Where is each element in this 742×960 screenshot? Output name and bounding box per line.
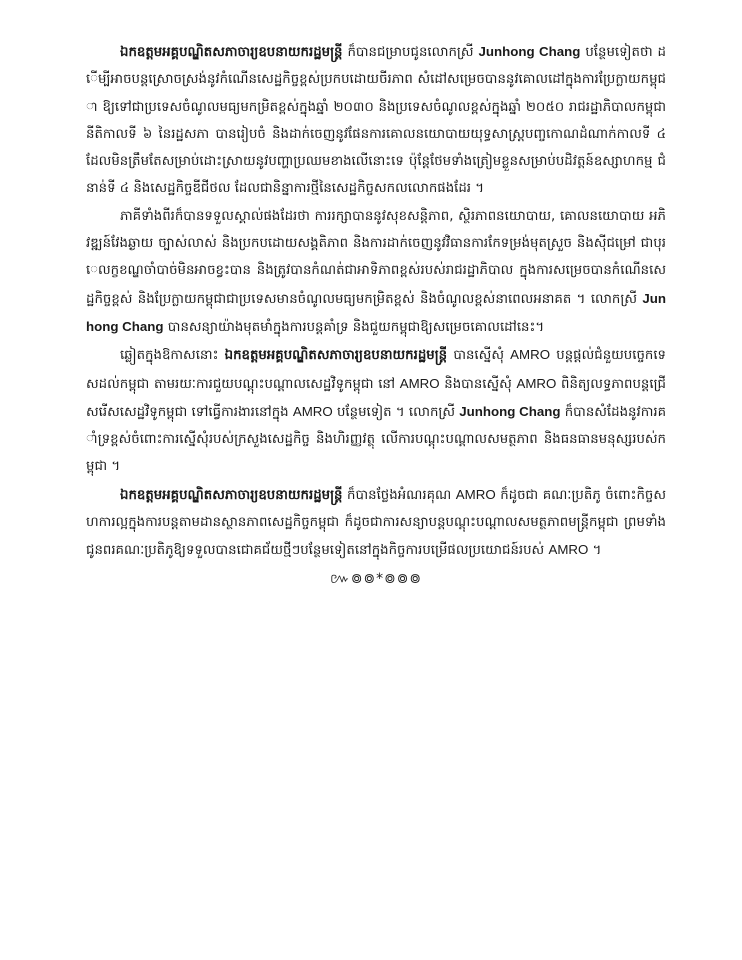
text-run: បន្ថែមទៀតថា ដើម្បីអាចបន្តស្រោចស្រង់នូវកំណើនសេដ្ឋកិច្ចខ្ពស់ប្រកបដោយចីរភាព សំដៅសម្រេចបាននូវគោលដៅក្នុងការប្រែក្លាយកម្ពុជា ឱ្យទៅជាប្រទេសចំណូលមធ្យមកម្រិតខ្ពស់ក្នុងឆ្នាំ ២០៣០ និងប្រទេសចំណូលខ្ពស់ក្នុងឆ្នាំ ២០៥០ រាជរដ្ឋាភិបាលកម្ពុជា នីតិកាលទី ៦ នៃរដ្ឋសភា បានរៀបចំ និងដាក់ចេញនូវផែនការគោលនយោបាយយុទ្ធសាស្ត្របញ្ចកោណដំណាក់កាលទី ៤ ដែលមិនត្រឹមតែសម្រាប់ដោះស្រាយនូវបញ្ហាប្រឈមខាងលើនោះទេ ប៉ុន្តែថែមទាំងត្រៀមខ្លួនសម្រាប់បដិវត្តន៍ឧស្សាហកម្ម ជំនាន់ទី ៤ និងសេដ្ឋកិច្ចឌីជីថល ដែលជានិន្នាការថ្មីនៃសេដ្ឋកិច្ចសកលលោកផងដែរ ។ xyxy=(86,45,666,197)
text-run: បានសន្យាយ៉ាងមុតមាំក្នុងការបន្តគាំទ្រ និងជួយកម្ពុជាឱ្យសម្រេចគោលដៅនេះ។ xyxy=(163,319,545,335)
name-run: Junhong Chang xyxy=(478,44,581,59)
name-run: Junhong Chang xyxy=(86,290,666,334)
paragraph-2 xyxy=(86,203,666,341)
document-body xyxy=(86,38,666,590)
text-run: ឆ្លៀតក្នុងឱកាសនោះ xyxy=(120,348,225,364)
text-run: និងបានស្នើសុំ xyxy=(439,376,517,392)
text-run: បានស្នើសុំ xyxy=(447,348,511,364)
latin-run: AMRO xyxy=(516,375,557,391)
title-run: ឯកឧត្តមអគ្គបណ្ឌិតសភាចារ្យឧបនាយករដ្ឋមន្ត្រី xyxy=(120,45,343,60)
paragraph-4 xyxy=(86,481,666,565)
name-run: Junhong Chang xyxy=(459,403,561,419)
text-run: ភាគីទាំងពីរក៏បានទទួលស្គាល់ផងដែរថា ការរក្សាបាននូវសុខសន្តិភាព, ស្ថិរភាពនយោបាយ, គោលនយោបាយ អភិវឌ្ឍន៍វែងឆ្ងាយ ច្បាស់លាស់ និងប្រកបដោយសង្គតិភាព និងការដាក់ចេញនូវវិធានការកែទម្រង់មុតស្រួច និងស៊ីជម្រៅ ជាបុរេលក្ខខណ្ឌចាំបាច់មិនអាចខ្វះបាន និងត្រូវបានកំណត់ជាអាទិភាពខ្ពស់របស់រាជរដ្ឋាភិបាល ក្នុងការសម្រេចបានកំណើនសេដ្ឋកិច្ចខ្ពស់ និងប្រែក្លាយកម្ពុជាជាប្រទេសមានចំណូលមធ្យមកម្រិតខ្ពស់ និងចំណូលខ្ពស់នាពេលអនាគត ។ លោកស្រី xyxy=(86,208,666,307)
text-run: ក៏បានជម្រាបជូនលោកស្រី xyxy=(342,45,479,60)
text-run: បន្តផ្តល់ជំនួយបច្ចេកទេសដល់កម្ពុជា តាមរយៈការជួយបណ្តុះបណ្តាលសេដ្ឋវិទូកម្ពុជា នៅ xyxy=(86,348,666,392)
latin-run: AMRO xyxy=(455,486,496,502)
text-run: ក៏ដូចជា គណៈប្រតិភូ ចំពោះកិច្ចសហការល្អក្នុងការបន្តតាមដានស្ថានភាពសេដ្ឋកិច្ចកម្ពុជា ក៏ដូចជាការសន្យាបន្តបណ្តុះបណ្តាលសមត្ថភាពមន្ត្រីកម្ពុជា ព្រមទាំងជូនពរគណៈប្រតិភូឱ្យទទួលបានជោគជ័យថ្មីៗបន្ថែមទៀតនៅក្នុងកិច្ចការបម្រើផលប្រយោជន៍របស់ xyxy=(86,487,666,559)
latin-run: AMRO xyxy=(510,347,551,363)
paragraph-1 xyxy=(86,38,666,203)
latin-run: AMRO xyxy=(399,375,440,391)
text-run: ពិនិត្យលទ្ធភាពបន្តជ្រើសរើសសេដ្ឋវិទូកម្ពុជា ទៅធ្វើការងារនៅក្នុង xyxy=(86,376,666,420)
end-marker: ៚៙៙*៙៙៙ xyxy=(330,570,422,587)
title-run: ឯកឧត្តមអគ្គបណ្ឌិតសភាចារ្យឧបនាយករដ្ឋមន្ត្រី xyxy=(224,348,448,364)
text-run: បន្ថែមទៀត ។ លោកស្រី xyxy=(332,404,460,420)
latin-run: AMRO xyxy=(292,403,333,419)
text-run: ។ xyxy=(588,543,602,559)
title-run: ឯកឧត្តមអគ្គបណ្ឌិតសភាចារ្យឧបនាយករដ្ឋមន្ត្រី xyxy=(120,487,343,503)
paragraph-3 xyxy=(86,341,666,480)
latin-run: AMRO xyxy=(548,542,589,558)
text-run: ក៏បានសំដែងនូវការគាំទ្រខ្ពស់ចំពោះការស្នើសុំរបស់ក្រសួងសេដ្ឋកិច្ច និងហិរញ្ញវត្ថុ លើការបណ្តុះបណ្តាលសមត្ថភាព និងធនធានមនុស្សរបស់កម្ពុជា ។ xyxy=(86,404,667,475)
text-run: ក៏បានថ្លែងអំណរគុណ xyxy=(342,487,456,503)
